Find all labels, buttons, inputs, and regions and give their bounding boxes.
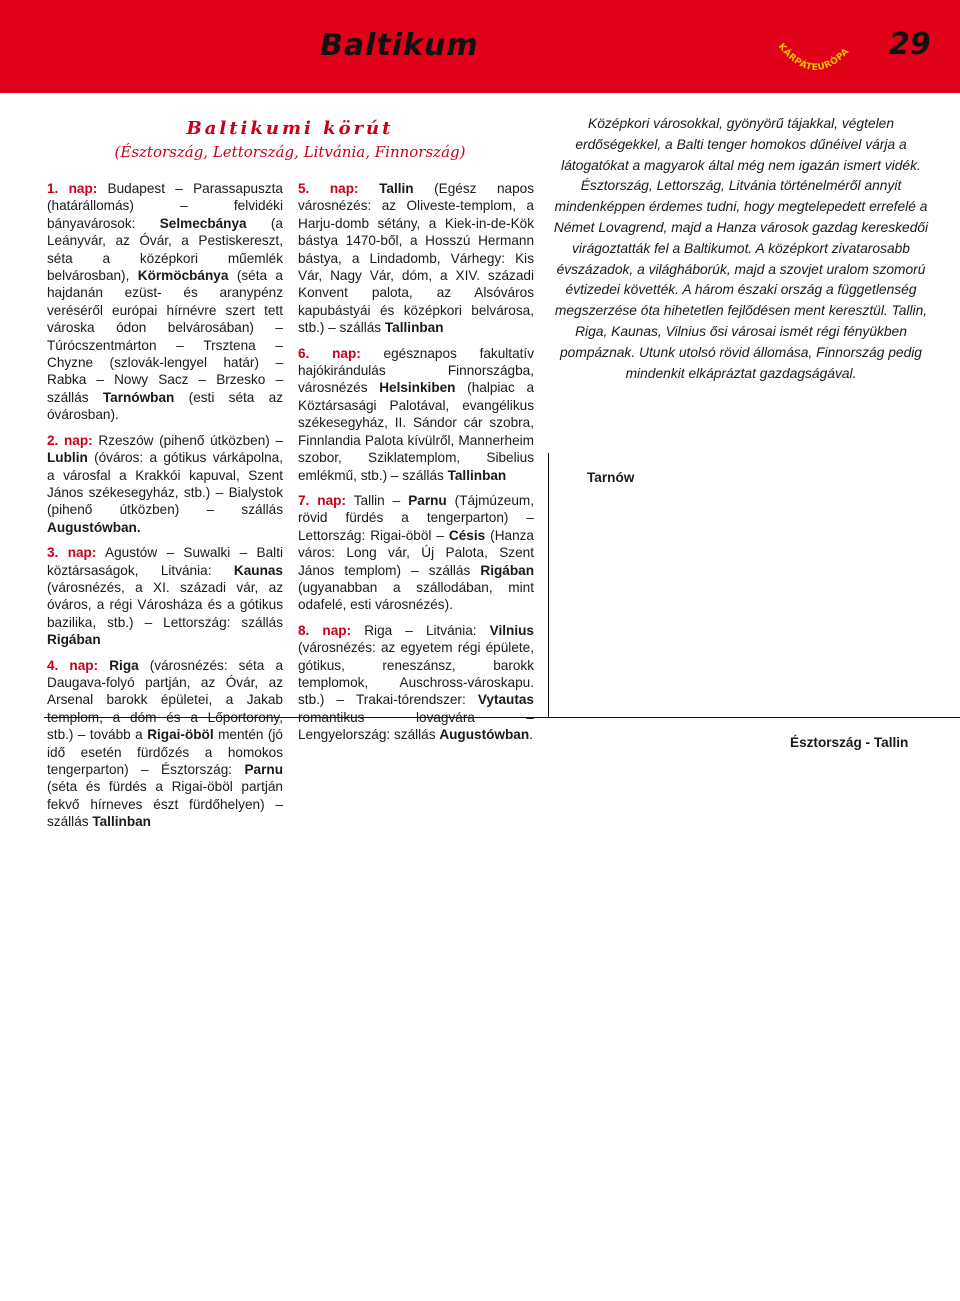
horizontal-rule bbox=[44, 717, 960, 718]
place-name: Parnu bbox=[408, 492, 447, 508]
itinerary-day bbox=[298, 492, 534, 614]
day-text bbox=[98, 658, 109, 673]
place-name: Césis bbox=[448, 527, 486, 543]
tour-title: Baltikumi körút bbox=[186, 118, 394, 139]
header-title: Baltikum bbox=[320, 28, 479, 63]
itinerary-column-right bbox=[298, 180, 534, 752]
place-name: Augustówban. bbox=[47, 519, 141, 535]
day-number: 4. nap: bbox=[47, 657, 99, 673]
day-text: (esti séta az óvárosban). bbox=[47, 389, 284, 423]
day-number: 2. nap: bbox=[47, 432, 93, 448]
day-text: romantikus lovagvára – Lengyelország: szállás bbox=[298, 709, 534, 743]
place-name: Tallin bbox=[379, 181, 414, 196]
place-name: Rigában bbox=[480, 562, 534, 578]
page-header bbox=[0, 0, 960, 93]
karpateuropa-logo bbox=[770, 38, 860, 88]
photo-caption-tallin: Észtország - Tallin bbox=[790, 735, 909, 750]
day-text: Rzeszów (pihenő útközben) – bbox=[92, 432, 284, 448]
day-text: (ugyanabban a szállodában, mint odafelé, esti városnézés). bbox=[298, 579, 534, 613]
tour-countries: (Észtország, Lettország, Litvánia, Finnország) bbox=[114, 143, 466, 161]
day-text: (séta és fürdés a Rigai-öböl partján fekvő hírneves észt fürdőhelyen) – szállás bbox=[47, 779, 283, 830]
day-text: (halpiac a Köztársasági Palotával, evangélikus székesegyház, II. Sándor cár szobra, Finnlandia Palota kívülről, Mannerheim szobor, Sziklatemplom, Sibelius emlékmű, stb.) – szállás bbox=[298, 380, 534, 483]
intro-paragraph: Középkori városokkal, gyönyörű tájakkal, végtelen erdőségekkel, a Balti tenger homokos dűnéivel várja a látogatókat a magyarok által még nem igazán ismert vidék. Észtország, Lettország, Litvánia történelméről annyit mindenképpen érdemes tudni, hogy megtelepedett errefelé a Német Lovagrend, majd a Hanza városok gazdag kereskedői virágoztatták fel a Baltikumot. A középkort zivatarosabb évszázadok, a világháborúk, majd a szovjet uralom szomorú évtizedei követték. A három északi ország a függetlenség megszerzése óta hihetetlen fejlődésen ment keresztül. Tallin, Riga, Kaunas, Vilnius ősi városai ismét régi fényükben pompáznak. Utunk utolsó rövid állomása, Finnország pedig mindenkit elkápráztat gazdagságával. bbox=[553, 116, 929, 381]
place-name: Tallinban bbox=[384, 320, 444, 336]
place-name: Helsinkiben bbox=[379, 380, 456, 396]
place-name: Augustówban bbox=[439, 727, 530, 743]
itinerary-day bbox=[47, 180, 283, 424]
itinerary-day bbox=[298, 622, 534, 744]
day-text: (városnézés: séta a Daugava-folyó partján, az Óvár, az Arsenal barokk épületei, a Jakab templom, a dóm és a Lőportorony, stb.) – tovább a bbox=[47, 657, 284, 743]
day-text: . bbox=[529, 727, 533, 743]
day-number: 3. nap: bbox=[47, 545, 97, 561]
place-name: Lublin bbox=[47, 450, 88, 466]
place-name: Riga bbox=[109, 657, 139, 673]
day-text: Budapest – Parassapuszta (határállomás) – felvidéki bányavárosok: bbox=[47, 181, 283, 231]
header-separator bbox=[0, 93, 960, 95]
day-text: (városnézés, a XI. századi vár, az óváros, a régi Városháza és a gótikus bazilika, stb.) – Lettország: szállás bbox=[47, 579, 283, 630]
day-number: 1. nap: bbox=[47, 181, 98, 196]
place-name: Tallinban bbox=[447, 467, 507, 483]
day-text: Tallin – bbox=[346, 492, 409, 508]
page-number: 29 bbox=[889, 27, 931, 62]
place-name: Kaunas bbox=[233, 562, 283, 578]
day-text: Riga – Litvánia: bbox=[351, 622, 490, 638]
place-name: Vytautas bbox=[477, 692, 534, 708]
day-number: 8. nap: bbox=[298, 622, 352, 638]
day-number: 6. nap: bbox=[298, 345, 361, 361]
itinerary-column-left bbox=[47, 180, 283, 839]
day-text: mentén (jó idő esetén fürdőzés a homokos tengerparton) – Észtország: bbox=[47, 727, 283, 777]
day-text: (Egész napos városnézés: az Oliveste-templom, a Harju-domb sétány, a Kiek-in-de-Kök bástya 1470-ből, a Hosszú Hermann bástya, a Lindadomb, Várhegy: Kis Vár, Nagy Vár, dóm, a XIV. századi Konvent palota, az Alsóváros kapubástyái és középkori belvárosa, stb.) – szállás bbox=[298, 181, 534, 336]
day-text: egésznapos fakultatív hajókirándulás Finnországba, városnézés bbox=[298, 345, 534, 396]
itinerary-day bbox=[298, 180, 534, 337]
place-name: Körmöcbánya bbox=[137, 268, 229, 284]
day-text: (séta a hajdanán ezüst- és aranypénz veréséről európai hírnévre szert tett városka ódon belvárosában) – Túrócszentmárton – Trsztena – Chyzne (szlovák-lengyel határ) – Rabka – Nowy Sacz – Brzesko – szállás bbox=[47, 268, 283, 405]
place-name: Parnu bbox=[244, 762, 283, 777]
itinerary-day bbox=[298, 345, 534, 484]
day-number: 7. nap: bbox=[298, 492, 346, 508]
svg-text:KÁRPÁTEURÓPA: KÁRPÁTEURÓPA bbox=[775, 41, 852, 74]
day-text: (a Leányvár, az Óvár, a Pestiskereszt, séta a középkori műemlék belvárosban), bbox=[47, 215, 283, 284]
day-number: 5. nap: bbox=[298, 181, 359, 196]
day-text: Agustów – Suwalki – Balti köztársaságok, Litvánia: bbox=[47, 545, 284, 578]
place-name: Rigában bbox=[47, 632, 101, 648]
day-text: (óváros: a gótikus várkápolna, a városfal a Krakkói kapuval, Szent János székesegyház, stb.) – Bialystok (pihenő útközben) – szállás bbox=[47, 450, 283, 518]
itinerary-day bbox=[47, 657, 283, 831]
day-text: (Tájmúzeum, rövid fürdés a tengerparton) – Lettország: Rigai-öböl – bbox=[298, 492, 534, 543]
place-name: Tarnówban bbox=[102, 389, 175, 405]
day-text: (Hanza város: Long vár, Új Palota, Szent János templom) – szállás bbox=[298, 527, 534, 578]
photo-caption-tarnow: Tarnów bbox=[587, 470, 635, 485]
place-name: Selmecbánya bbox=[159, 215, 247, 231]
itinerary-day bbox=[47, 432, 283, 536]
day-text: (városnézés: az egyetem régi épülete, gótikus, reneszánsz, barokk templomok, Auschross-városkapu. stb.) – Trakai-tórendszer: bbox=[298, 640, 534, 708]
photo-frame-divider bbox=[548, 453, 549, 717]
place-name: Tallinban bbox=[92, 814, 151, 830]
place-name: Vilnius bbox=[489, 622, 534, 638]
section-heading bbox=[44, 118, 536, 161]
day-text bbox=[359, 181, 380, 196]
itinerary-day bbox=[47, 544, 283, 648]
place-name: Rigai-öböl bbox=[147, 727, 214, 743]
